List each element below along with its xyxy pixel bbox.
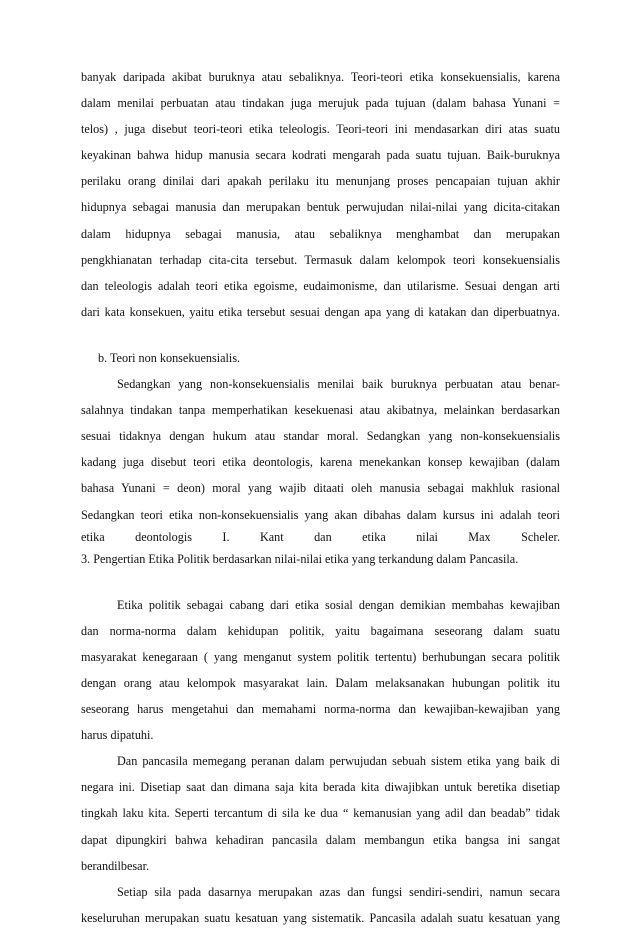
text-line: berandilbesar.	[81, 858, 150, 873]
text-line: kadang juga disebut teori etika deontologis, karena menekankan konsep kewajiban (dalam	[81, 455, 560, 470]
text-line: tingkah laku kita. Seperti tercantum di sila ke dua “ kemanusian yang adil dan beadab” tidak	[81, 806, 560, 821]
text-line: Sedangkan teori etika non-konsekuensialis yang akan dibahas dalam kursus ini adalah teori	[81, 507, 560, 522]
paragraph-spacer	[81, 572, 560, 592]
paragraph-political-ethics	[81, 592, 560, 749]
text-line: dalam menilai perbuatan atau tindakan juga merujuk pada tujuan (dalam bahasa Yunani =	[81, 96, 560, 111]
text-line: seseorang harus mengetahui dan memahami norma-norma dan kewajiban-kewajiban yang	[81, 702, 560, 717]
paragraph-non-consequentialism	[81, 371, 560, 546]
text-line: sesuai tidaknya dengan hukum atau standar moral. Sedangkan yang non-konsekuensialis	[81, 429, 560, 444]
text-line: dapat dipungkiri bahwa kehadiran pancasila dalam membangun etika bangsa ini sangat	[81, 832, 560, 847]
text-line: bahasa Yunani = deon) moral yang wajib ditaati oleh manusia sebagai makhluk rasional	[81, 481, 560, 496]
text-line: keyakinan bahwa hidup manusia secara kodrati mengarah pada suatu tujuan. Baik-buruknya	[81, 148, 560, 163]
text-line: dan teleologis adalah teori etika egoisme, eudaimonisme, dan utilarisme. Sesuai dengan arti	[81, 278, 560, 293]
text-line: banyak daripada akibat buruknya atau sebaliknya. Teori-teori etika konsekuensialis, karena	[81, 70, 560, 84]
text-line: etika deontologis I. Kant dan etika nilai Max Scheler.	[81, 529, 560, 544]
text-line: dalam hidupnya sebagai manusia, atau sebaliknya menghambat dan merupakan	[81, 226, 560, 241]
text-line: perilaku orang dinilai dari apakah perilaku itu menunjang proses pencapaian tujuan akhir	[81, 174, 560, 189]
paragraph-pancasila-role	[81, 748, 560, 878]
text-line: negara ini. Disetiap saat dan dimana saja kita berada kita diwajibkan untuk beretika disetiap	[81, 780, 560, 795]
text-line: masyarakat kenegaraan ( yang menganut system politik tertentu) berhubungan secara politik	[81, 649, 560, 664]
text-line: Etika politik sebagai cabang dari etika sosial dengan demikian membahas kewajiban	[117, 597, 560, 612]
text-line: hidupnya sebagai manusia dan merupakan bentuk perwujudan nilai-nilai yang dicita-citakan	[81, 200, 560, 215]
text-line: Sedangkan yang non-konsekuensialis menilai baik buruknya perbuatan atau benar-	[117, 377, 560, 392]
text-line: dengan orang atau kelompok masyarakat lain. Dalam melaksanakan hubungan politik itu	[81, 675, 560, 690]
subheading-non-consequentialism: b. Teori non konsekuensialis.	[98, 350, 241, 365]
section-heading-etika-politik: 3. Pengertian Etika Politik berdasarkan nilai-nilai etika yang terkandung dalam Pancasila.	[81, 551, 519, 566]
text-line: keseluruhan merupakan suatu kesatuan yang sistematik. Pancasila adalah suatu kesatuan yang	[81, 910, 560, 925]
paragraph-consequentialism	[81, 64, 560, 325]
text-line: harus dipatuhi.	[81, 728, 154, 743]
text-line: pengkhianatan terhadap cita-cita tersebut. Termasuk dalam kelompok teori konsekuensialis	[81, 252, 560, 267]
text-line: Dan pancasila memegang peranan dalam perwujudan sebuah sistem etika yang baik di	[117, 754, 560, 769]
text-line: dari kata konsekuen, yaitu etika tersebut sesuai dengan apa yang di katakan dan diperbuatnya.	[81, 304, 560, 319]
text-line: Setiap sila pada dasarnya merupakan azas dan fungsi sendiri-sendiri, namun secara	[117, 884, 560, 899]
paragraph-sila-unity	[81, 879, 560, 931]
paragraph-spacer	[81, 325, 560, 345]
document-page	[81, 64, 560, 931]
text-line: salahnya tindakan tanpa memperhatikan kesekuenasi atau akibatnya, melainkan berdasarkan	[81, 403, 560, 418]
text-line: telos) , juga disebut teori-teori etika teleologis. Teori-teori ini mendasarkan diri atas suatu	[81, 122, 560, 137]
text-line: dan norma-norma dalam kehidupan politik, yaitu bagaimana seseorang dalam suatu	[81, 623, 560, 638]
